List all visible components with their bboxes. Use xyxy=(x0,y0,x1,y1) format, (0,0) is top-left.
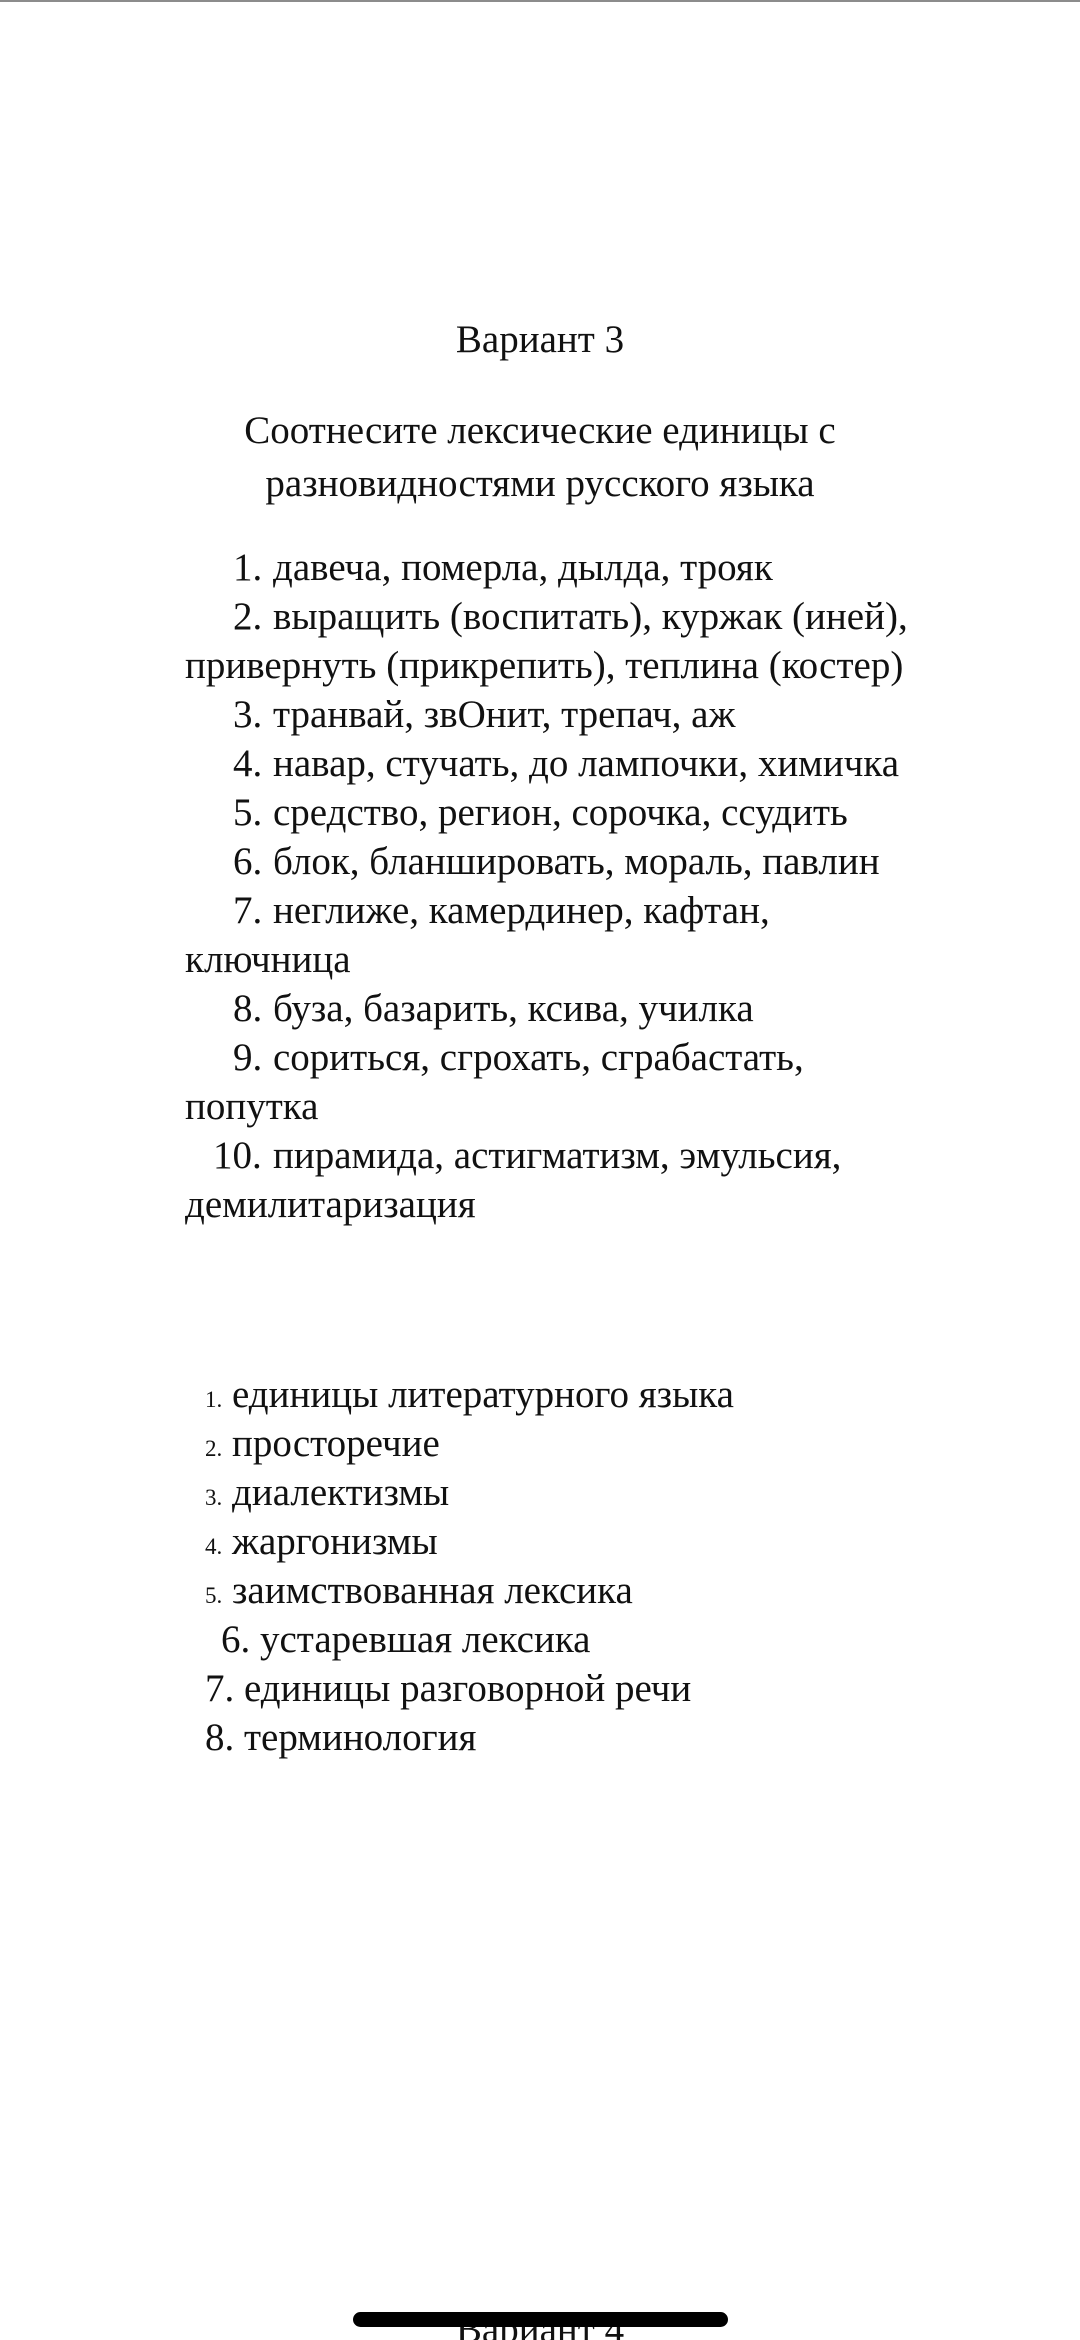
item-text: давеча, померла, дылда, трояк xyxy=(273,546,773,589)
categories-list xyxy=(205,1370,734,1762)
category-label: диалектизмы xyxy=(232,1471,450,1514)
category-number: 4. xyxy=(205,1534,223,1559)
list-item xyxy=(185,984,1035,1033)
item-number: 9. xyxy=(233,1036,263,1079)
category-number: 5. xyxy=(205,1583,223,1608)
list-item xyxy=(185,739,1035,788)
category-label: единицы разговорной речи xyxy=(244,1667,692,1710)
item-text-continuation: ключница xyxy=(185,938,351,981)
list-item xyxy=(185,592,1035,690)
category-number: 6. xyxy=(221,1618,251,1661)
category-item xyxy=(205,1713,734,1762)
category-item xyxy=(205,1517,734,1566)
list-item xyxy=(185,543,1035,592)
category-item xyxy=(205,1419,734,1468)
item-text: транвай, звОнит, трепач, аж xyxy=(273,693,736,736)
item-text: неглиже, камердинер, кафтан, xyxy=(273,889,770,932)
item-number: 5. xyxy=(233,791,263,834)
item-number: 7. xyxy=(233,889,263,932)
category-number: 3. xyxy=(205,1485,223,1510)
category-number: 1. xyxy=(205,1387,223,1412)
item-text-continuation: демилитаризация xyxy=(185,1183,476,1226)
list-item xyxy=(185,1131,1035,1229)
category-number: 8. xyxy=(205,1716,235,1759)
item-number: 2. xyxy=(233,595,263,638)
lexical-items-list xyxy=(185,543,1035,1229)
category-label: единицы литературного языка xyxy=(232,1373,734,1416)
category-item xyxy=(205,1370,734,1419)
item-number: 6. xyxy=(233,840,263,883)
category-number: 7. xyxy=(205,1667,235,1710)
item-number: 1. xyxy=(233,546,263,589)
instruction-text: Соотнесите лексические единицы с разновидностями русского языка xyxy=(244,409,836,505)
item-text: пирамида, астигматизм, эмульсия, xyxy=(273,1134,842,1177)
category-item xyxy=(205,1468,734,1517)
category-item xyxy=(205,1566,734,1615)
item-text: сориться, сгрохать, сграбастать, xyxy=(273,1036,804,1079)
list-item xyxy=(185,690,1035,739)
item-number: 3. xyxy=(233,693,263,736)
home-indicator[interactable] xyxy=(353,2312,728,2327)
item-text: блок, бланшировать, мораль, павлин xyxy=(273,840,880,883)
category-item xyxy=(205,1664,734,1713)
category-item xyxy=(221,1615,734,1664)
category-label: жаргонизмы xyxy=(232,1520,438,1563)
item-text: навар, стучать, до лампочки, химичка xyxy=(273,742,900,785)
list-item xyxy=(185,1033,1035,1131)
list-item xyxy=(185,886,1035,984)
item-text: выращить (воспитать), куржак (иней), xyxy=(273,595,908,638)
item-text-continuation: привернуть (прикрепить), теплина (костер) xyxy=(185,644,904,687)
category-label: просторечие xyxy=(232,1422,440,1465)
category-label: заимствованная лексика xyxy=(232,1569,633,1612)
item-text-continuation: попутка xyxy=(185,1085,319,1128)
item-number: 8. xyxy=(233,987,263,1030)
item-text: буза, базарить, ксива, училка xyxy=(273,987,754,1030)
item-number: 4. xyxy=(233,742,263,785)
item-number: 10. xyxy=(213,1134,262,1177)
category-number: 2. xyxy=(205,1436,223,1461)
list-item xyxy=(185,788,1035,837)
category-label: терминология xyxy=(244,1716,477,1759)
category-label: устаревшая лексика xyxy=(260,1618,591,1661)
top-divider xyxy=(0,0,1080,2)
item-text: средство, регион, сорочка, ссудить xyxy=(273,791,848,834)
list-item xyxy=(185,837,1035,886)
page-title: Вариант 3 xyxy=(455,318,625,361)
